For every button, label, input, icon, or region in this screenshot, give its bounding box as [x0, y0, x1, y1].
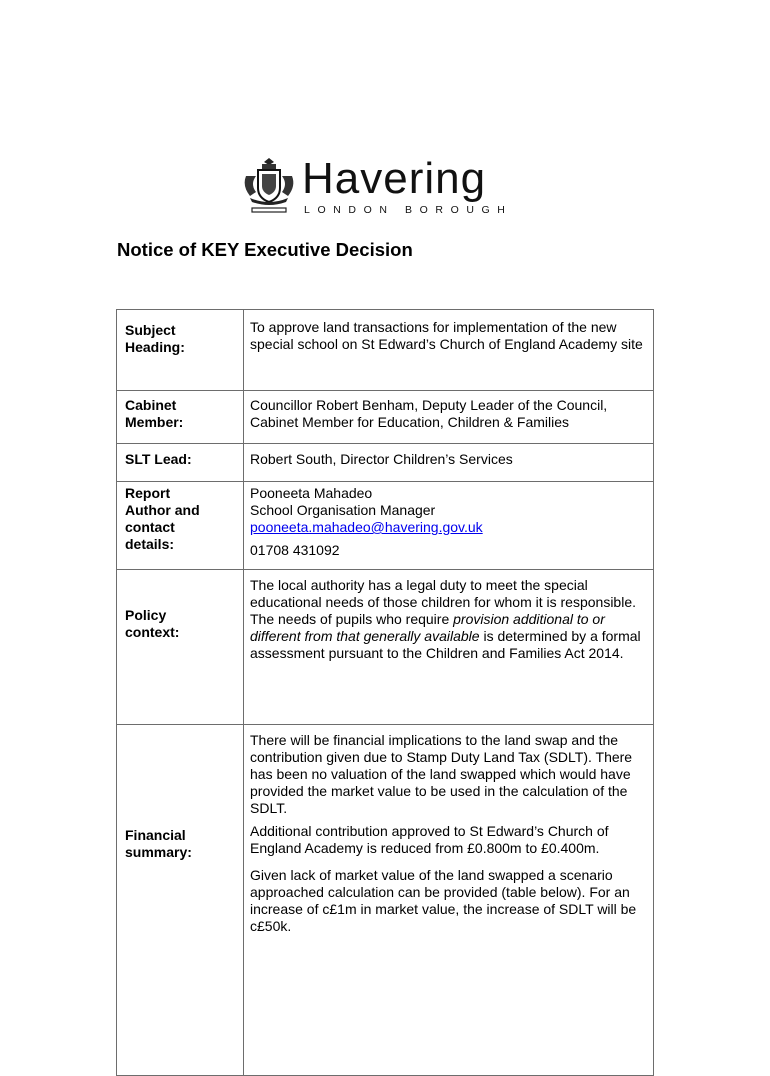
financial-label-line1: Financial — [125, 827, 186, 843]
cabinet-label-line2: Member: — [125, 414, 184, 430]
policy-text-italic: provision additional to or different from that generally available — [250, 611, 605, 644]
slt-label: SLT Lead: — [117, 444, 244, 482]
author-label-line3: contact — [125, 519, 175, 535]
financial-para-1: There will be financial implications to the land swap and the contribution given due to Stamp Duty Land Tax (SDLT). There has been no valuation of the land swapped which would have provided the market value to be used in the calculation of the SDLT. — [250, 732, 633, 816]
author-email-link[interactable]: pooneeta.mahadeo@havering.gov.uk — [250, 519, 483, 535]
policy-label-line2: context: — [125, 624, 180, 640]
cabinet-label-line1: Cabinet — [125, 397, 177, 413]
policy-label-line1: Policy — [125, 607, 167, 623]
table-row-subject — [117, 310, 654, 391]
author-phone: 01708 431092 — [250, 542, 340, 558]
financial-value — [244, 725, 654, 1076]
borough-crest-icon — [240, 154, 298, 218]
author-label-line4: details: — [125, 536, 175, 552]
financial-para-3: Given lack of market value of the land swapped a scenario approached calculation can be provided (table below). For an increase of c£1m in market value, the increase of SDLT will be c£50k. — [250, 867, 637, 934]
policy-text-1: The local authority has a legal duty to meet the special educational needs of those children for whom it is responsible. The needs of pupils who require — [250, 577, 636, 627]
logo-subtitle: LONDON BOROUGH — [304, 204, 513, 216]
cabinet-label — [117, 391, 244, 444]
author-label — [117, 482, 244, 570]
financial-label-line2: summary: — [125, 844, 192, 860]
table-row-slt — [117, 444, 654, 482]
decision-table — [116, 309, 654, 1076]
havering-logo — [240, 154, 530, 220]
subject-value: To approve land transactions for implementation of the new special school on St Edward’s Church of England Academy site — [244, 310, 654, 391]
subject-label — [117, 310, 244, 391]
cabinet-value: Councillor Robert Benham, Deputy Leader of the Council, Cabinet Member for Education, Children & Families — [244, 391, 654, 444]
policy-label — [117, 570, 244, 725]
table-row-policy — [117, 570, 654, 725]
logo-wordmark: Havering — [302, 154, 487, 203]
policy-value — [244, 570, 654, 725]
author-label-line2: Author and — [125, 502, 200, 518]
author-name: Pooneeta Mahadeo — [250, 485, 373, 501]
page-title: Notice of KEY Executive Decision — [117, 239, 413, 260]
subject-label-line1: Subject — [125, 322, 176, 338]
author-role: School Organisation Manager — [250, 502, 436, 518]
table-row-cabinet — [117, 391, 654, 444]
financial-label — [117, 725, 244, 1076]
table-row-financial — [117, 725, 654, 1076]
slt-value: Robert South, Director Children’s Services — [244, 444, 654, 482]
table-row-author — [117, 482, 654, 570]
author-label-line1: Report — [125, 485, 171, 501]
policy-text-2: is determined by a formal assessment pursuant to the Children and Families Act 2014. — [250, 628, 641, 661]
subject-label-line2: Heading: — [125, 339, 185, 355]
financial-para-2: Additional contribution approved to St Edward’s Church of England Academy is reduced from £0.800m to £0.400m. — [250, 823, 609, 856]
author-value — [244, 482, 654, 570]
